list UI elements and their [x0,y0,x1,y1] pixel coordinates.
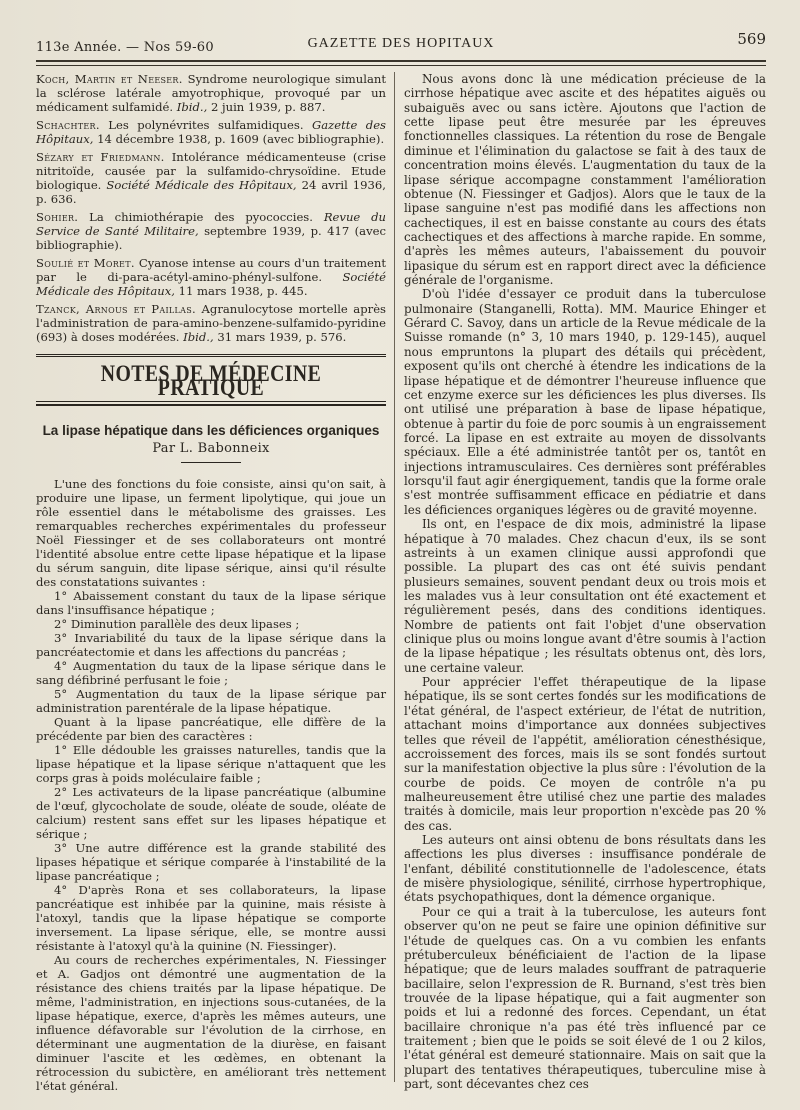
list-item: 1° Elle dédouble les graisses naturelles, tandis que la lipase hépatique et la lipase sérique n'attaquent que les corps gras à poids moléculaire faible ; [36,743,386,785]
short-rule [181,462,241,463]
page-number: 569 [737,30,766,48]
article-author: Par L. Babonneix [152,441,270,456]
reference-item: Soulié et Moret. Cyanose intense au cours d'un traitement par le di-para-acétyl-amino-phényl-sulfone. Société Médicale des Hôpitaux, 11 mars 1938, p. 445. [36,256,387,298]
reference-item: Sohier. La chimiothérapie des pyococcies. Revue du Service de Santé Militaire, septembre 1939, p. 417 (avec bibliographie). [36,210,387,252]
column-divider [394,72,395,1082]
list-item: 2° Les activateurs de la lipase pancréatique (albumine de l'œuf, glycocholate de soude, oléate de soude, oléate de calcium) restent sans effet sur les lipases hépatique et sérique ; [36,785,386,841]
list-item: 5° Augmentation du taux de la lipase sérique par administration parentérale de la lipase hépatique. [36,687,386,715]
reference-list [36,72,386,344]
right-column [404,72,766,1092]
list-item: 3° Une autre différence est la grande stabilité des lipases hépatique et sérique comparée à l'instabilité de la lipase pancréatique ; [36,841,386,883]
reference-item: Koch, Martin et Neeser. Syndrome neurologique simulant la sclérose latérale amyotrophique, provoqué par un médicament sulfamidé. Ibid., 2 juin 1939, p. 887. [36,72,386,114]
list-item: 4° Augmentation du taux de la lipase sérique dans le sang défibriné perfusant le foie ; [36,659,386,687]
journal-title: GAZETTE DES HOPITAUX [307,36,495,51]
list-item: 1° Abaissement constant du taux de la lipase sérique dans l'insuffisance hépatique ; [36,589,386,617]
paragraph: Les auteurs ont ainsi obtenu de bons résultats dans les affections les plus diverses : insuffisance pondérale de l'enfant, débilité constitutionnelle de l'adolescence, états de misère physiologique, sénilité, cirrhose hypertrophique, états psychopathiques, dont la démence organique. [404,833,766,905]
reference-item: Sézary et Friedmann. Intolérance médicamenteuse (crise nitritoïde, causée par la sulfamido-chrysoïdine. Etude biologique. Société Médicale des Hôpitaux, 24 avril 1936, p. 636. [36,150,386,206]
section-rule [36,401,386,406]
section-header [36,354,386,463]
paragraph: Pour ce qui a trait à la tuberculose, les auteurs font observer qu'on ne peut se faire une opinion définitive sur l'étude de quelques cas. On a vu combien les enfants prétuberculeux bénéficiaient de l'action de la lipase hépatique; que de leurs malades souffrant de patraquerie bacillaire, selon l'expression de R. Burnand, s'est très bien trouvée de la lipase hépatique, qui a fait augmenter son poids et lui a redonné des forces. Cependant, un état bacillaire chronique n'a pas été très influencé par ce traitement ; bien que le poids se soit élevé de 1 ou 2 kilos, l'état général est demeuré stationnaire. Mais on sait que la plupart des tentatives thérapeutiques, tuberculine mise à part, sont décevantes chez ces [404,904,766,1092]
paragraph: Nous avons donc là une médication précieuse de la cirrhose hépatique avec ascite et des hépatites aiguës ou subaiguës avec ou sans ictère. Ajoutons que l'action de cette lipase peut être mesurée par les épreuves fonctionnelles classiques. La rétention du rose de Bengale diminue et l'élimination du galactose se fait à des taux de concentration moins élevés. L'augmentation du taux de la lipase sérique accompagne constamment l'amélioration obtenue (N. Fiessinger et Gadjos). Alors que le taux de la lipase sanguine n'est pas modifié dans les affections non cachectiques, il est en baisse constante au cours des états cachectiques et des affections à marche rapide. En somme, d'après les mêmes auteurs, l'abaissement du pouvoir lipasique du sérum est en rapport direct avec la déficience générale de l'organisme. [404,72,766,288]
paragraph: Quant à la lipase pancréatique, elle diffère de la précédente par bien des caractères : [36,715,386,743]
list-item: 4° D'après Rona et ses collaborateurs, la lipase pancréatique est inhibée par la quinine, mais résiste à l'atoxyl, tandis que la lipase hépatique se comporte inversement. La lipase sérique, elle, se montre aussi résistante à l'atoxyl qu'à la quinine (N. Fiessinger). [36,883,386,953]
paragraph: Ils ont, en l'espace de dix mois, administré la lipase hépatique à 70 malades. Chez chacun d'eux, ils se sont astreints à un examen clinique aussi approfondi que possible. La plupart des cas ont été suivis pendant plusieurs semaines, souvent pendant deux ou trois mois et les malades vus à leur consultation ont été exactement et régulièrement pesés, dans des conditions identiques. Nombre de patients ont fait l'objet d'une observation clinique plus ou moins longue avant d'être soumis à l'action de la lipase hépatique ; les résultats obtenus ont, dès lors, une certaine valeur. [404,517,766,675]
reference-item: Schachter. Les polynévrites sulfamidiques. Gazette des Hôpitaux, 14 décembre 1938, p. 1609 (avec bibliographie). [36,118,386,146]
paragraph: Au cours de recherches expérimentales, N. Fiessinger et A. Gadjos ont démontré une augmentation de la résistance des chiens traités par la lipase hépatique. De même, l'administration, en injections sous-cutanées, de la lipase hépatique, exerce, d'après les mêmes auteurs, une influence défavorable sur l'évolution de la cirrhose, en déterminant une augmentation de la diurèse, en faisant diminuer l'ascite et les œdèmes, en obtenant la rétrocession du subictère, en améliorant très nettement l'état général. [36,953,386,1093]
paragraph: L'une des fonctions du foie consiste, ainsi qu'on sait, à produire une lipase, un ferment lipolytique, qui joue un rôle essentiel dans le métabolisme des graisses. Les remarquables recherches expérimentales du professeur Noël Fiessinger et de ses collaborateurs ont montré l'identité absolue entre cette lipase hépatique et la lipase du sérum sanguin, dite lipase sérique, ainsi qu'il résulte des constatations suivantes : [36,477,386,589]
reference-item: Tzanck, Arnous et Paillas. Agranulocytose mortelle après l'administration de para-amino-benzene-sulfamido-pyridine (693) à doses modérées. Ibid., 31 mars 1939, p. 576. [36,302,386,344]
list-item: 3° Invariabilité du taux de la lipase sérique dans la pancréatectomie et dans les affections du pancréas ; [36,631,386,659]
paragraph: Pour apprécier l'effet thérapeutique de la lipase hépatique, ils se sont certes fondés sur les modifications de l'état général, de l'aspect extérieur, de l'état de nutrition, attachant moins d'importance aux données subjectives telles que réveil de l'appétit, amélioration cénesthésique, accroissement des forces, mais ils se sont fondés surtout sur la manifestation objective la plus sûre : l'évolution de la courbe de poids. Ce moyen de contrôle n'a pu malheureusement être utilisé chez une partie des malades traités à domicile, mais leur proportion n'excède pas 20 % des cas. [404,675,766,833]
issue-label: 113e Année. — Nos 59-60 [36,40,214,55]
section-title: NOTES DE MÉDECINE PRATIQUE [100,361,322,400]
header-rule [36,65,766,66]
section-rule [36,354,386,359]
list-item: 2° Diminution parallèle des deux lipases ; [54,617,300,631]
paragraph: D'où l'idée d'essayer ce produit dans la tuberculose pulmonaire (Stanganelli, Rotta). MM. Maurice Ehinger et Gérard C. Savoy, dans un article de la Revue médicale de la Suisse romande (n° 3, 10 mars 1940, p. 129-145), auquel nous empruntons la plupart des détails qui précèdent, exposent qu'ils ont cherché à étendre les indications de la lipase hépatique et de démontrer l'heureuse influence que cet enzyme exerce sur les déficiences les plus diverses. Ils ont utilisé une préparation à base de lipase hépatique, obtenue à partir du foie de porc soumis à un engraissement forcé. La lipase en est extraite au moyen de dissolvants spéciaux. Elle a été administrée tantôt per os, tantôt en injections intramusculaires. Ces dernières sont préférables lorsqu'il faut agir énergiquement, tandis que la forme orale s'est montrée suffisamment efficace en pédiatrie et dans les déficiences organiques légères ou de gravité moyenne. [404,287,766,517]
running-header [36,30,766,62]
article-title: La lipase hépatique dans les déficiences organiques [42,423,380,438]
left-column [36,72,386,1093]
